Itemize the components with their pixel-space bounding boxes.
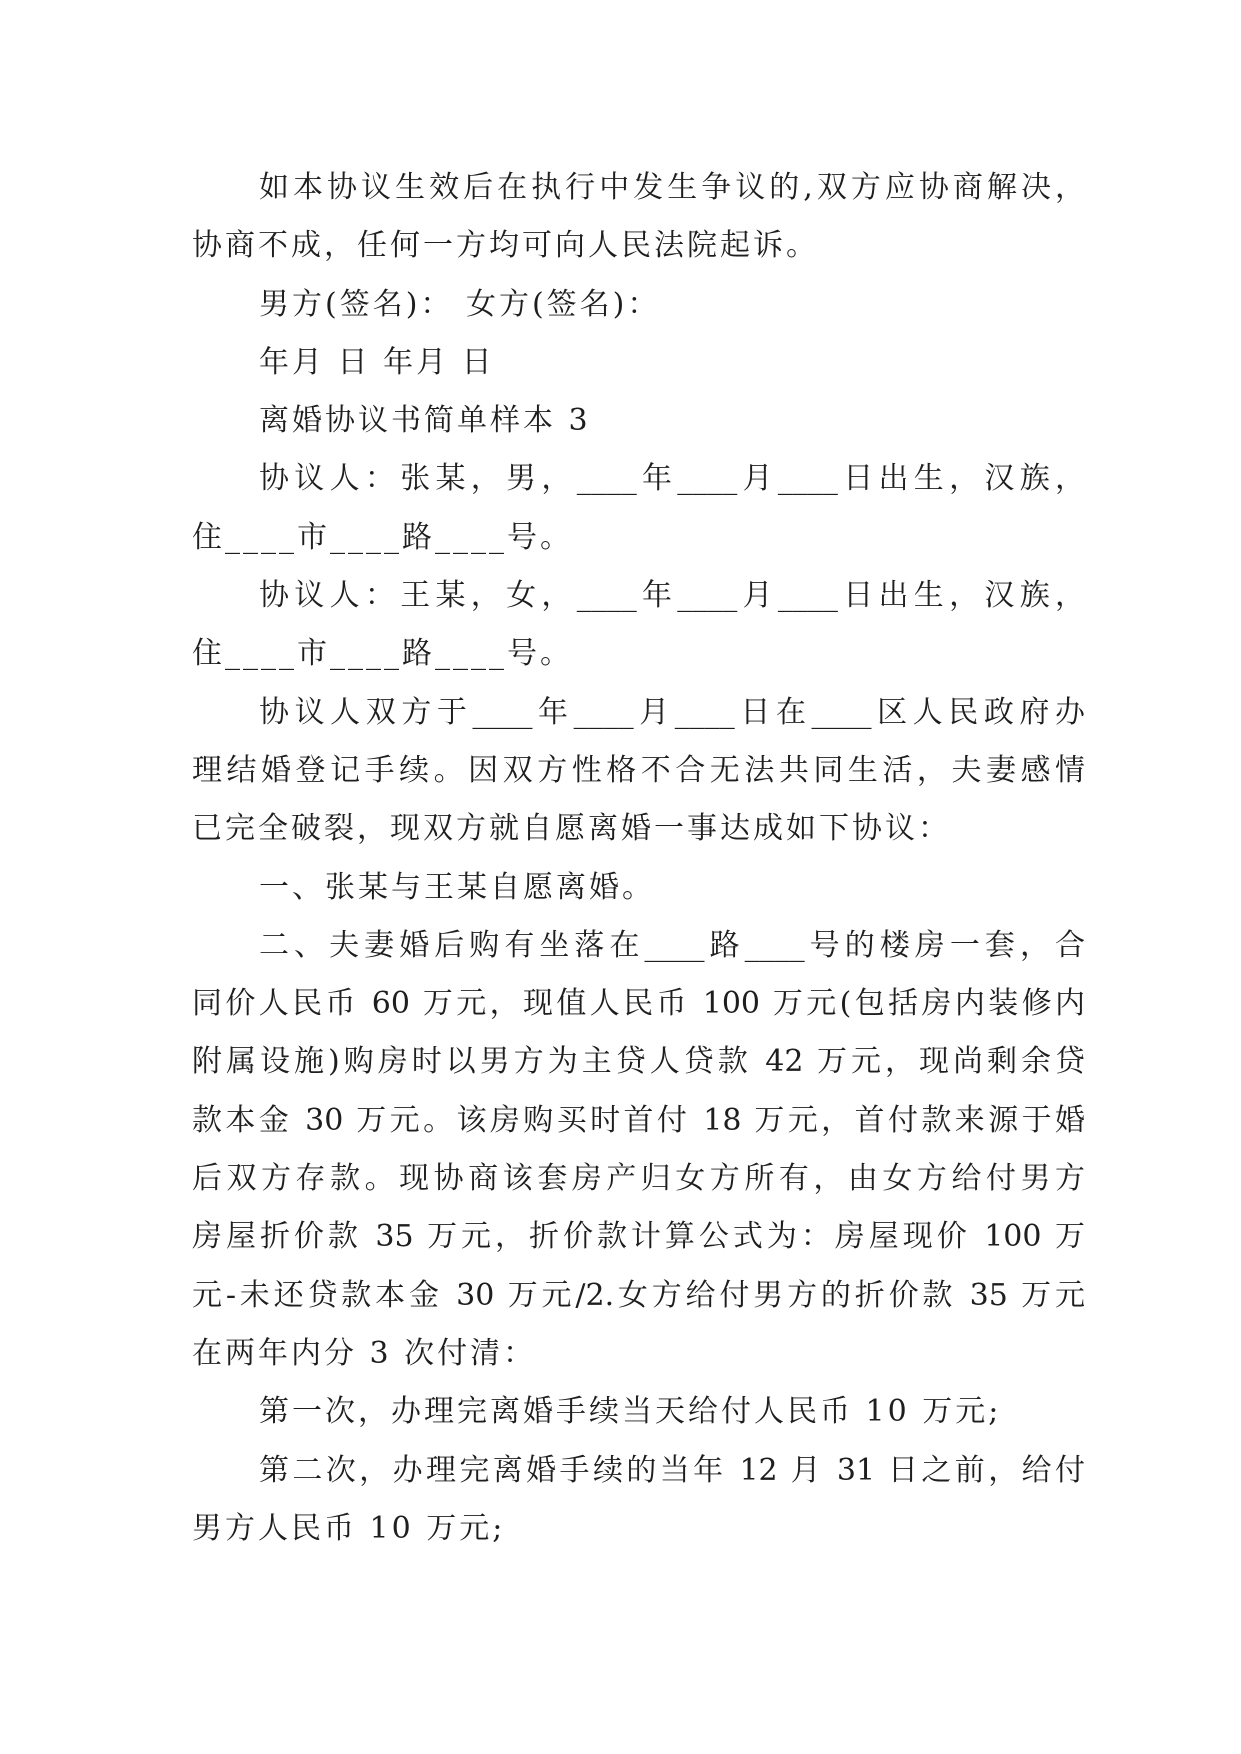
paragraph-line: 附属设施)购房时以男方为主贷人贷款 42 万元，现尚剩余贷 — [192, 1044, 1085, 1080]
paragraph-line: 住____市____路____号。 — [192, 636, 573, 672]
paragraph-line: 男方人民币 10 万元; — [192, 1510, 506, 1546]
paragraph-line: 元-未还贷款本金 30 万元/2.女方给付男方的折价款 35 万元 — [192, 1277, 1085, 1313]
paragraph — [192, 859, 1085, 917]
paragraph — [192, 276, 1085, 334]
paragraph-line: 同价人民币 60 万元，现值人民币 100 万元(包括房内装修内 — [192, 986, 1085, 1022]
paragraph-line: 二、夫妻婚后购有坐落在____路____号的楼房一套，合 — [259, 927, 1085, 963]
paragraph-line: 第一次，办理完离婚手续当天给付人民币 10 万元; — [259, 1394, 1002, 1430]
paragraph-line: 年月 日 年月 日 — [259, 344, 495, 380]
paragraph — [192, 684, 1085, 859]
paragraph-line: 离婚协议书简单样本 3 — [259, 403, 591, 439]
paragraph — [192, 567, 1085, 684]
paragraph-line: 协议人：张某，男，____年____月____日出生，汉族， — [259, 461, 1085, 497]
paragraph-line: 一、张某与王某自愿离婚。 — [259, 869, 655, 905]
paragraph — [192, 392, 1085, 450]
paragraph — [192, 450, 1085, 567]
paragraph-line: 款本金 30 万元。该房购买时首付 18 万元，首付款来源于婚 — [192, 1102, 1085, 1138]
paragraph — [192, 1383, 1085, 1441]
paragraph-line: 如本协议生效后在执行中发生争议的,双方应协商解决， — [259, 170, 1085, 205]
paragraph — [192, 917, 1085, 1383]
paragraph — [192, 1442, 1085, 1559]
paragraph-line: 在两年内分 3 次付清： — [192, 1335, 537, 1371]
paragraph-line: 已完全破裂，现双方就自愿离婚一事达成如下协议： — [192, 811, 951, 847]
paragraph-line: 后双方存款。现协商该套房产归女方所有，由女方给付男方 — [192, 1161, 1085, 1197]
paragraph-line: 住____市____路____号。 — [192, 519, 573, 555]
paragraph-line: 男方(签名)： 女方(签名)： — [259, 286, 661, 322]
document-body — [192, 159, 1085, 1558]
paragraph-line: 理结婚登记手续。因双方性格不合无法共同生活，夫妻感情 — [192, 752, 1085, 788]
paragraph-line: 第二次，办理完离婚手续的当年 12 月 31 日之前，给付 — [259, 1452, 1085, 1488]
paragraph — [192, 159, 1085, 276]
paragraph-line: 协议人：王某，女，____年____月____日出生，汉族， — [259, 578, 1085, 614]
paragraph — [192, 334, 1085, 392]
paragraph-line: 房屋折价款 35 万元，折价款计算公式为：房屋现价 100 万 — [192, 1219, 1085, 1255]
paragraph-line: 协议人双方于____年____月____日在____区人民政府办 — [259, 694, 1085, 730]
paragraph-line: 协商不成，任何一方均可向人民法院起诉。 — [192, 228, 819, 264]
